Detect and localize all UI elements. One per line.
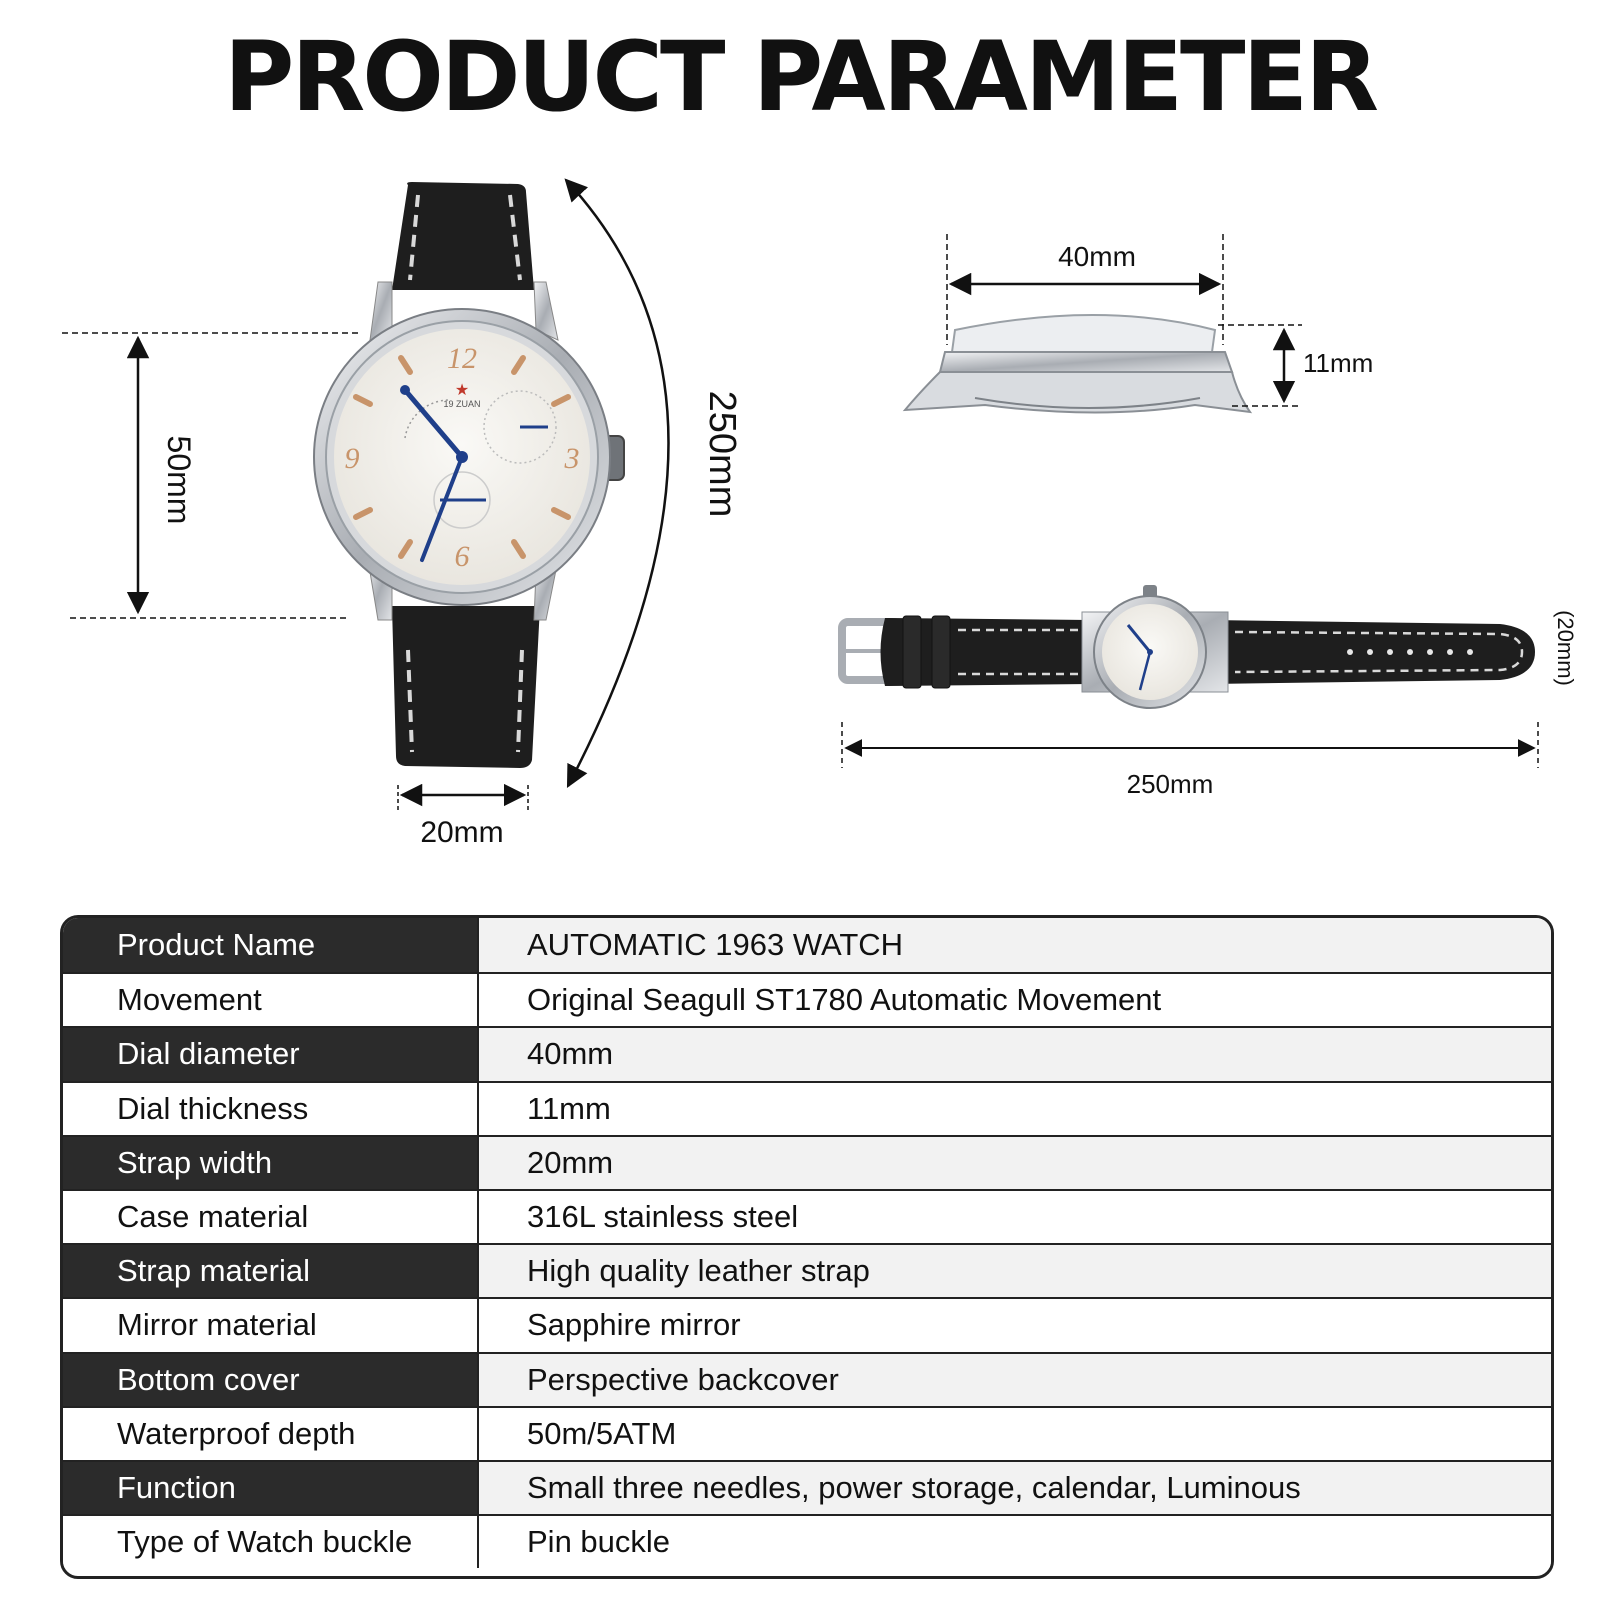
spec-row-case-material	[63, 1189, 1551, 1243]
dial-numeral-6: 6	[454, 540, 470, 573]
spec-value: Original Seagull ST1780 Automatic Movement	[479, 974, 1551, 1026]
spec-row-waterproof-depth	[63, 1406, 1551, 1460]
star-icon: ★	[454, 382, 470, 399]
spec-value: Small three needles, power storage, calendar, Luminous	[479, 1462, 1551, 1514]
dimension-case-thickness	[1218, 325, 1373, 406]
spec-label: Movement	[63, 974, 479, 1026]
spec-value: 40mm	[479, 1028, 1551, 1080]
dim-label-11mm: 11mm	[1303, 348, 1374, 378]
front-watch	[314, 182, 624, 768]
spec-label: Product Name	[63, 918, 479, 972]
dimension-total-length-side	[842, 722, 1538, 799]
spec-row-strap-width	[63, 1135, 1551, 1189]
spec-value: Perspective backcover	[479, 1354, 1551, 1406]
spec-value: 20mm	[479, 1137, 1551, 1189]
spec-label: Case material	[63, 1191, 479, 1243]
spec-value: High quality leather strap	[479, 1245, 1551, 1297]
dim-label-50mm: 50mm	[161, 435, 197, 525]
dim-label-250mm-front: 250mm	[701, 390, 743, 518]
spec-value: Sapphire mirror	[479, 1299, 1551, 1351]
spec-value: 316L stainless steel	[479, 1191, 1551, 1243]
spec-row-buckle-type	[63, 1514, 1551, 1568]
dim-label-20mm-side: (20mm)	[1553, 610, 1578, 686]
spec-row-mirror-material	[63, 1297, 1551, 1351]
spec-value: 11mm	[479, 1083, 1551, 1135]
spec-label: Dial diameter	[63, 1028, 479, 1080]
spec-label: Dial thickness	[63, 1083, 479, 1135]
spec-label: Type of Watch buckle	[63, 1516, 479, 1568]
spec-label: Waterproof depth	[63, 1408, 479, 1460]
dimension-strap-width-front	[398, 785, 528, 849]
page-title: PRODUCT PARAMETER	[223, 21, 1377, 133]
spec-label: Function	[63, 1462, 479, 1514]
spec-value: 50m/5ATM	[479, 1408, 1551, 1460]
dim-label-20mm-front: 20mm	[420, 816, 504, 849]
spec-value: AUTOMATIC 1963 WATCH	[479, 918, 1551, 972]
bottom-strap	[392, 606, 540, 768]
spec-label: Bottom cover	[63, 1354, 479, 1406]
dial-numeral-9: 9	[344, 442, 360, 475]
dim-label-250mm-side: 250mm	[1126, 769, 1214, 799]
dim-label-40mm: 40mm	[1058, 241, 1136, 272]
spec-label: Strap material	[63, 1245, 479, 1297]
dial-numeral-12: 12	[447, 342, 477, 375]
spec-label: Mirror material	[63, 1299, 479, 1351]
spec-table	[60, 915, 1554, 1579]
spec-row-bottom-cover	[63, 1352, 1551, 1406]
spec-label: Strap width	[63, 1137, 479, 1189]
spec-row-dial-thickness	[63, 1081, 1551, 1135]
dial-numeral-3: 3	[564, 442, 580, 475]
spec-row-product-name	[63, 918, 1551, 972]
spec-value: Pin buckle	[479, 1516, 1551, 1568]
dial-brand: 19 ZUAN	[443, 399, 481, 409]
spec-row-function	[63, 1460, 1551, 1514]
flat-watch	[842, 585, 1535, 708]
spec-row-strap-material	[63, 1243, 1551, 1297]
case-profile	[905, 315, 1250, 413]
spec-row-movement	[63, 972, 1551, 1026]
spec-row-dial-diameter	[63, 1026, 1551, 1080]
